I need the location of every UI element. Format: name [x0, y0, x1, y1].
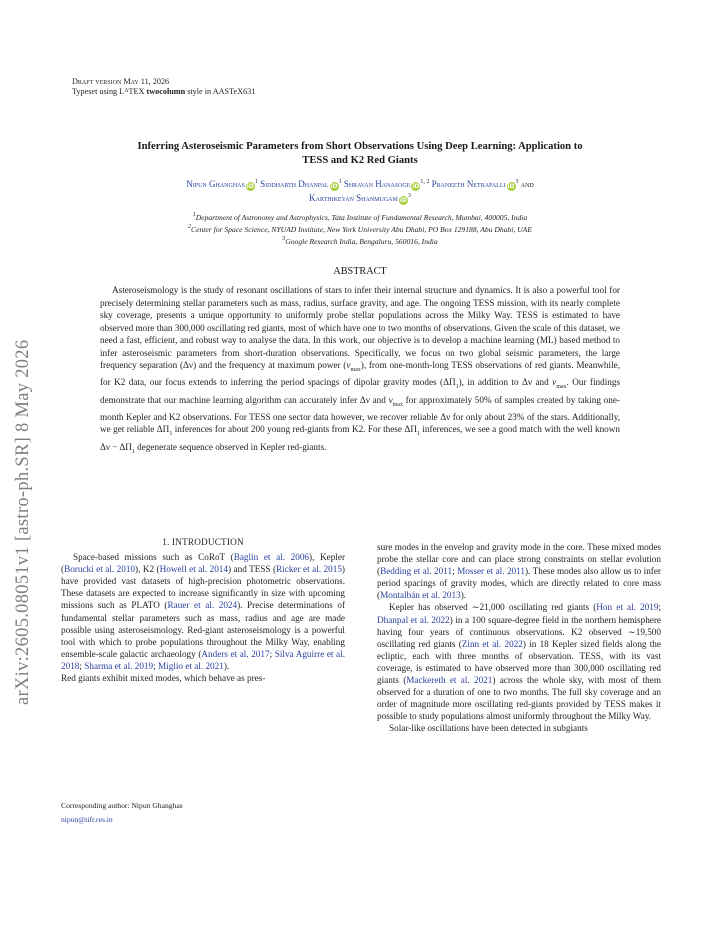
- corresponding-author-footnote: [61, 799, 183, 827]
- arxiv-identifier[interactable]: arXiv:2605.08051v1 [astro-ph.SR] 8 May 2026: [13, 339, 33, 705]
- citation-link[interactable]: Miglio et al. 2021: [157, 660, 224, 671]
- orcid-icon[interactable]: iD: [246, 183, 254, 190]
- right-column: [377, 541, 661, 735]
- author-name[interactable]: Nipun Ghanghas: [186, 179, 245, 189]
- citation-link[interactable]: Mosser et al. 2011: [457, 566, 525, 577]
- orcid-icon[interactable]: iD: [330, 183, 338, 190]
- orcid-icon[interactable]: iD: [507, 183, 515, 190]
- author-list: Nipun Ghanghas $iD^1$ Siddharth Dhanpal $iD^1$ Shravan Hanasoge iD$^{1, 2}$ Praneeth Netrapalli $iD^3$ and Karthikeyan Shanmugam $iD^3$: [186, 179, 534, 204]
- citation-link[interactable]: Silva Aguirre et al. 2018: [61, 648, 345, 671]
- citation-link[interactable]: Bedding et al. 2011: [380, 566, 453, 577]
- intro-paragraph-1: Space-based missions such as CoRoT (Baglin et al. 2006), Kepler (Borucki et al. 2010), K2 (Howell et al. 2014) and TESS (Ricker et al. 2015) have provided vast datasets of high-precision photometric observations. These datasets are expected to increase significantly in size with upcoming missions such as PLATO (Rauer et al. 2024). Precise determinations of fundamental stellar parameters such as mass, radius and age are made possible using asteroseismology. Red-giant asteroseismology is a powerful tool with which to probe populations throughout the Milky Way, enabling ensemble-scale galactic archaeology (Anders et al. 2017; Silva Aguirre et al. 2018; Sharma et al. 2019; Miglio et al. 2021).: [61, 552, 346, 671]
- author-name[interactable]: Praneeth Netrapalli: [431, 179, 506, 189]
- intro-paragraph-4: Solar-like oscillations have been detected in subgiants: [389, 723, 588, 734]
- email-link[interactable]: nipun@tifr.res.in: [61, 815, 113, 824]
- corresponding-author: Corresponding author: Nipun Ghanghas: [61, 801, 183, 810]
- section-heading-introduction: 1. INTRODUCTION: [162, 537, 244, 547]
- title-line-2: TESS and K2 Red Giants: [302, 155, 418, 166]
- title-line-1: Inferring Asteroseismic Parameters from Short Observations Using Deep Learning: Application to: [137, 141, 583, 152]
- author-name[interactable]: Shravan Hanasoge: [343, 179, 411, 189]
- typeset-note: Typeset using $L^ATEX$ twocolumn style in AASTeX631: [72, 87, 256, 96]
- preprint-header: [72, 77, 255, 97]
- intro-paragraph-2-cont: sure modes in the envelop and gravity mode in the core. These mixed modes probe the stellar core and can place strong constraints on stellar evolution (Bedding et al. 2011; Mosser et al. 2011). These modes also allow us to infer period spacings of gravity modes, which are directly related to core mass (Montalbán et al. 2013).: [377, 542, 661, 601]
- citation-link[interactable]: Zinn et al. 2022: [461, 638, 523, 649]
- citation-link[interactable]: Anders et al. 2017: [201, 648, 270, 659]
- left-column: [61, 536, 345, 684]
- citation-link[interactable]: Mackereth et al. 2021: [406, 675, 493, 686]
- citation-link[interactable]: Baglin et al. 2006: [233, 552, 310, 563]
- affiliations: [62, 212, 658, 248]
- intro-paragraph-3: Kepler has observed ∼21,000 oscillating red giants (Hon et al. 2019; Dhanpal et al. 2022) in a 100 square-degree field in the northern hemisphere having four years of continuous observations. K2 observed ∼19,500 oscillating red giants (Zinn et al. 2022) in 18 Kepler sized fields along the ecliptic, each with three months of observation. TESS, with its vast coverage, is estimated to have observed more than 300,000 oscillating red giants (Mackereth et al. 2021) across the whole sky, with most of them observed for a duration of one to two months. The full sky coverage and an order of magnitude more oscillating red-giants provided by TESS makes it possible to study populations almost uniformly throughout the Milky Way.: [377, 602, 662, 722]
- abstract-heading: ABSTRACT: [333, 266, 387, 277]
- citation-link[interactable]: Montalbán et al. 2013: [380, 590, 461, 601]
- affiliation: $^2$Center for Space Science, NYUAD Institute, New York University Abu Dhabi, PO Box 129188, Abu Dhabi, UAE: [188, 224, 532, 234]
- intro-paragraph-2: Red giants exhibit mixed modes, which behave as pres-: [61, 673, 266, 684]
- citation-link[interactable]: Dhanpal et al. 2022: [377, 614, 450, 625]
- orcid-icon[interactable]: iD: [412, 183, 420, 190]
- orcid-icon[interactable]: iD: [399, 197, 407, 204]
- affiliation: $^3$Google Research India, Bengaluru, 560016, India: [282, 236, 438, 246]
- author-name[interactable]: Siddharth Dhanpal: [260, 179, 329, 189]
- citation-link[interactable]: Rauer et al. 2024: [167, 600, 238, 611]
- abstract-body: Asteroseismology is the study of resonant oscillations of stars to infer their internal structure and dynamics. It is also a powerful tool for precisely determining stellar parameters such as mass, radius, surface gravity, and age. The ongoing TESS mission, with its nearly complete sky coverage, presents a unique opportunity to uniformly probe stellar populations across the Milky Way. TESS is estimated to have observed more than 300,000 oscillating red giants, most of which have one to two months of observations. Given the scale of this dataset, we need a fast, efficient, and robust way to analyse the data. In this work, our objective is to develop a machine learning (ML) based method to infer asteroseismic parameters from short-duration observations. Specifically, we focus on two global seismic parameters, the large frequency separation (Δν) and the frequency at maximum power $(\nu_{max})$, from one-month-long TESS observations of red giants. Meanwhile, for K2 data, our focus extends to inferring the period spacings of dipolar gravity modes $(\Delta\Pi_1)$, in addition to Δν and $\nu_{max}$. Our findings demonstrate that our machine learning algorithm can accurately infer Δν and $\nu_{max}$ for approximately 50% of samples created by taking one-month Kepler and K2 observations. For TESS one sector data however, we recover reliable Δν for only about 23% of the stars. Additionally, we get reliable $\Delta\Pi_1$ inferences for about 200 young red-giants from K2. For these $\Delta\Pi_1$ inferences, we see a good match with the well known $\Delta\nu - \Delta\Pi_1$ degenerate sequence observed in Kepler red-giants.: [100, 285, 621, 455]
- citation-link[interactable]: Ricker et al. 2015: [276, 564, 342, 575]
- authors-and: and: [520, 179, 534, 189]
- citation-link[interactable]: Hon et al. 2019: [596, 602, 659, 613]
- author-name[interactable]: Karthikeyan Shanmugam: [309, 193, 398, 203]
- affiliation: $^1$Department of Astronomy and Astrophysics, Tata Institute of Fundamental Research, Mumbai, 400005, India: [192, 212, 528, 222]
- draft-version: Draft version May 11, 2026: [72, 77, 170, 86]
- paper-title: [62, 140, 658, 168]
- citation-link[interactable]: Borucki et al. 2010: [64, 564, 136, 575]
- citation-link[interactable]: Howell et al. 2014: [159, 564, 228, 575]
- citation-link[interactable]: Sharma et al. 2019: [84, 660, 154, 671]
